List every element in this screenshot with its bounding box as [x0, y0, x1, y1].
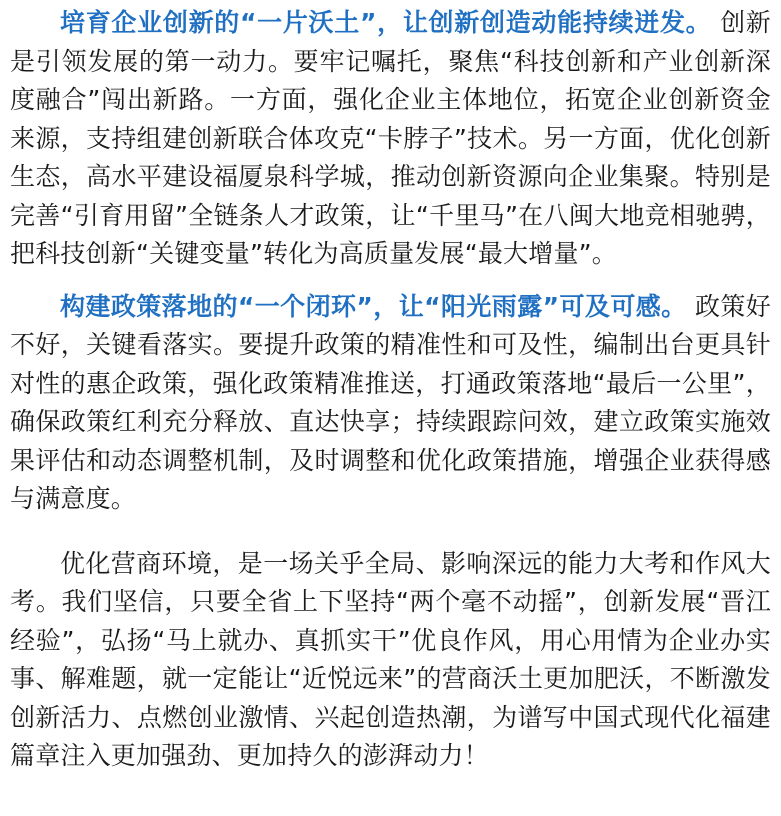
paragraph-conclusion — [10, 545, 771, 776]
paragraph-body-text: 优化营商环境，是一场关乎全局、影响深远的能力大考和作风大考。我们坚信，只要全省上下坚持“两个毫不动摇”，创新发展“晋江经验”，弘扬“马上就办、真抓实干”优良作风，用心用情为企业办实事、解难题，就一定能让“近悦远来”的营商沃土更加肥沃，不断激发创新活力、点燃创业激情、兴起创造热潮，为谱写中国式现代化福建篇章注入更加强劲、更加持久的澎湃动力！ — [10, 548, 771, 770]
paragraph-policy — [10, 288, 771, 519]
paragraph-innovation — [10, 4, 771, 274]
paragraph-lead-heading: 构建政策落地的“一个闭环”，让“阳光雨露”可及可感。 — [60, 291, 687, 321]
paragraph-body-text: 创新是引领发展的第一动力。要牢记嘱托，聚焦“科技创新和产业创新深度融合”闯出新路。一方面，强化企业主体地位，拓宽企业创新资金来源，支持组建创新联合体攻克“卡脖子”技术。另一方面，优化创新生态，高水平建设福厦泉科学城，推动创新资源向企业集聚。特别是完善“引育用留”全链条人才政策，让“千里马”在八闽大地竞相驰骋，把科技创新“关键变量”转化为高质量发展“最大增量”。 — [10, 8, 771, 268]
paragraph-body-text: 政策好不好，关键看落实。要提升政策的精准性和可及性，编制出台更具针对性的惠企政策，强化政策精准推送，打通政策落地“最后一公里”，确保政策红利充分释放、直达快享；持续跟踪问效，建立政策实施效果评估和动态调整机制，及时调整和优化政策措施，增强企业获得感与满意度。 — [10, 291, 771, 513]
paragraph-lead-heading: 培育企业创新的“一片沃土”，让创新创造动能持续迸发。 — [60, 8, 712, 37]
